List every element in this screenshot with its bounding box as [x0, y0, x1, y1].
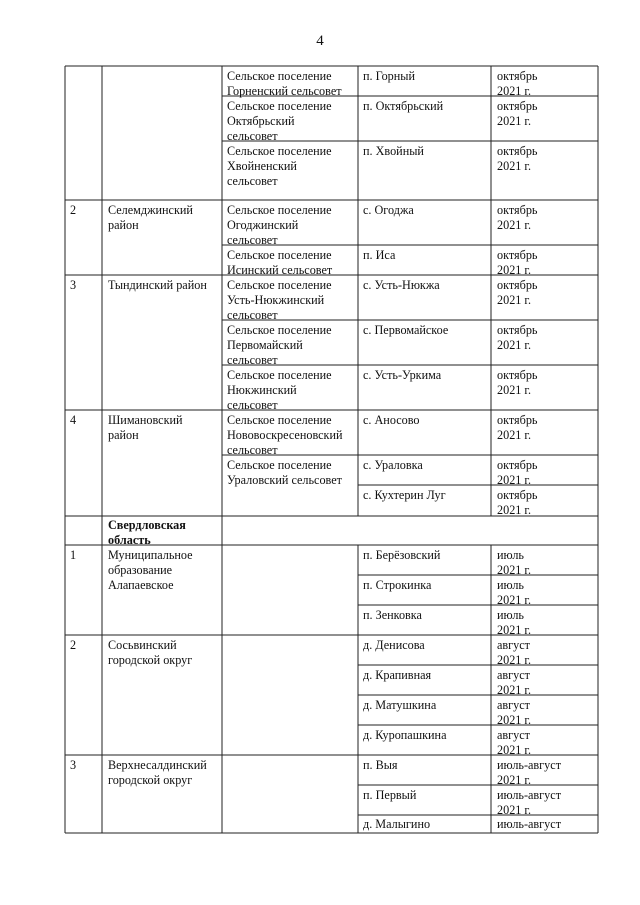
settlement-cell: Сельское поселение Усть-Нюкжинский сельсовет	[227, 278, 332, 322]
village-cell: с. Усть-Нюкжа	[363, 278, 440, 292]
district-cell: Верхнесалдинский городской округ	[108, 758, 207, 787]
district-cell: Селемджинский район	[108, 203, 193, 232]
village-cell: д. Матушкина	[363, 698, 437, 712]
village-cell: д. Денисова	[363, 638, 425, 652]
village-cell: п. Выя	[363, 758, 398, 772]
date-cell: июль 2021 г.	[497, 608, 532, 637]
date-cell: октябрь 2021 г.	[497, 458, 538, 487]
village-cell: с. Ураловка	[363, 458, 423, 472]
row-number: 1	[70, 548, 77, 562]
settlement-cell: Сельское поселение Горненский сельсовет	[227, 69, 342, 98]
date-cell: октябрь 2021 г.	[497, 69, 538, 98]
village-cell: д. Малыгино	[363, 817, 431, 831]
village-cell: с. Аносово	[363, 413, 420, 427]
date-cell: октябрь 2021 г.	[497, 99, 538, 128]
settlement-cell: Сельское поселение Ураловский сельсовет	[227, 458, 342, 487]
district-cell: Тындинский район	[108, 278, 207, 292]
date-cell: август 2021 г.	[497, 668, 532, 697]
settlement-cell: Сельское поселение Хвойненский сельсовет	[227, 144, 332, 188]
row-number: 4	[70, 413, 77, 427]
village-cell: с. Первомайское	[363, 323, 449, 337]
village-cell: с. Усть-Уркима	[363, 368, 442, 382]
village-cell: с. Огоджа	[363, 203, 414, 217]
village-cell: п. Строкинка	[363, 578, 432, 592]
date-cell: октябрь 2021 г.	[497, 203, 538, 232]
village-cell: д. Крапивная	[363, 668, 432, 682]
row-number: 3	[70, 758, 77, 772]
settlement-cell: Сельское поселение Нюкжинский сельсовет	[227, 368, 332, 412]
village-cell: п. Октябрьский	[363, 99, 444, 113]
row-number: 2	[70, 203, 77, 217]
village-cell: п. Зенковка	[363, 608, 422, 622]
village-cell: с. Кухтерин Луг	[363, 488, 446, 502]
date-cell: август 2021 г.	[497, 698, 532, 727]
district-cell: Шимановский район	[108, 413, 183, 442]
date-cell: июль-август 2021 г.	[497, 788, 562, 817]
settlement-cell: Сельское поселение Октябрьский сельсовет	[227, 99, 332, 143]
row-number: 2	[70, 638, 77, 652]
district-cell: Муниципальное образование Алапаевское	[108, 548, 193, 592]
village-cell: п. Горный	[363, 69, 416, 83]
settlement-cell: Сельское поселение Первомайский сельсовет	[227, 323, 332, 367]
village-cell: п. Хвойный	[363, 144, 424, 158]
settlement-cell: Сельское поселение Нововоскресеновский сельсовет	[227, 413, 343, 457]
row-number: 3	[70, 278, 77, 292]
date-cell: август 2021 г.	[497, 638, 532, 667]
date-cell: октябрь 2021 г.	[497, 368, 538, 397]
village-cell: п. Иса	[363, 248, 396, 262]
village-cell: д. Куропашкина	[363, 728, 447, 742]
date-cell: октябрь 2021 г.	[497, 488, 538, 517]
date-cell: октябрь 2021 г.	[497, 323, 538, 352]
date-cell: октябрь 2021 г.	[497, 248, 538, 277]
date-cell: октябрь 2021 г.	[497, 413, 538, 442]
village-cell: п. Первый	[363, 788, 417, 802]
region-heading: Свердловская область	[108, 518, 186, 547]
date-cell: июль 2021 г.	[497, 548, 532, 577]
date-cell: июль 2021 г.	[497, 578, 532, 607]
date-cell: октябрь 2021 г.	[497, 278, 538, 307]
date-cell: октябрь 2021 г.	[497, 144, 538, 173]
settlement-cell: Сельское поселение Исинский сельсовет	[227, 248, 333, 277]
settlement-cell: Сельское поселение Огоджинский сельсовет	[227, 203, 332, 247]
date-cell: июль-август	[497, 817, 562, 831]
district-cell: Сосьвинский городской округ	[108, 638, 193, 667]
date-cell: июль-август 2021 г.	[497, 758, 562, 787]
village-cell: п. Берёзовский	[363, 548, 441, 562]
date-cell: август 2021 г.	[497, 728, 532, 757]
page-number: 4	[316, 33, 324, 49]
